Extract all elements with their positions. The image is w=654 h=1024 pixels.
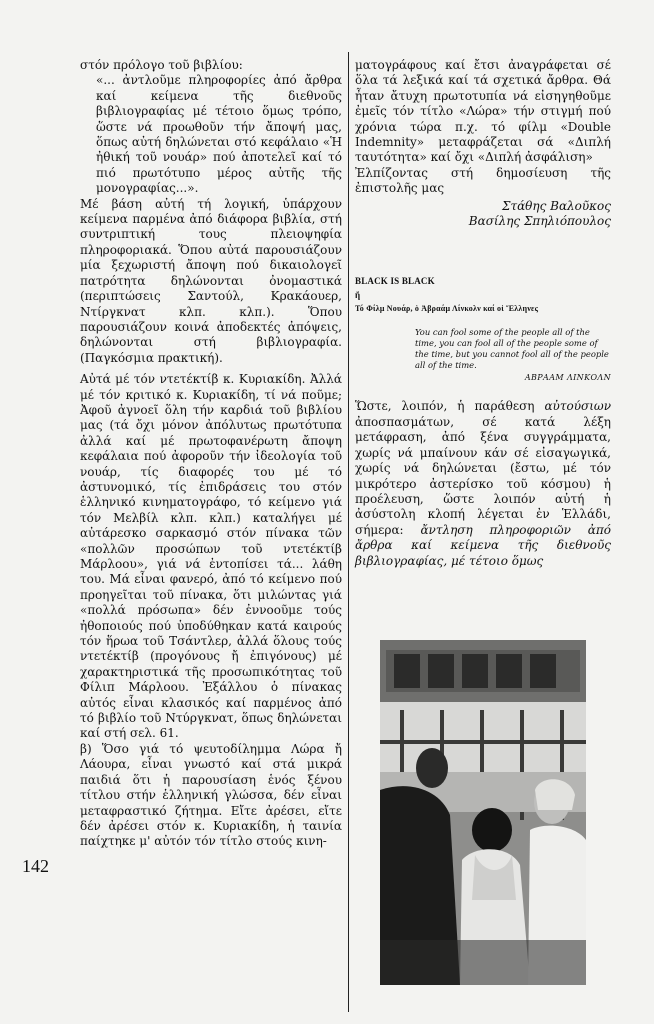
article-heading-or: ἤ <box>355 290 361 301</box>
column-divider <box>348 52 349 1012</box>
epigraph-text: You can fool some of the people all of the time, you can fool all of the people some of the time, but you cannot fool all of the people all of the time. <box>415 327 609 371</box>
right-paragraph-1: ματογράφους καί ἔτσι ἀναγράφεται σέ ὅλα τά λεξικά καί τά σχετικά ἄρθρα. Θά ἦταν ἄτυχη πρωτοτυπία νά εἰσηγηθοῦμε ἐμεῖς τόν τίτλο «Λώρα» τήν στιγμή πού χρόνια τώρα π.χ. τό φίλμ «Double Indemnity» μεταφράζεται σά «Διπλή ταυτότητα» καί ὄχι «Διπλή ἀσφάλιση» <box>355 58 611 165</box>
left-quote: «... ἀντλοῦμε πληροφορίες ἀπό ἄρθρα καί κείμενα τῆς διεθνοῦς βιβλιογραφίας μέ τέτοιο ὅμως τρόπο, ὥστε νά προωθοῦν τήν ἄποψή μας, ὅπως αὐτή δηλώνεται στό κεφάλαιο «Ἡ ἠθική τοῦ νουάρ» πού ἀποτελεῖ καί τό πιό πρωτότυπο μέρος αὐτῆς τῆς μονογραφίας...». <box>96 73 342 196</box>
left-paragraph-3: Αὐτά μέ τόν ντετέκτίβ κ. Κυριακίδη. Ἀλλά μέ τόν κριτικό κ. Κυριακίδη, τί νά ποῦμε; Ἀφοῦ ἀγνοεῖ ὅλη τήν καρδιά τοῦ βιβλίου μας (τά ὄχι μόνον ἀπόλυτως πρωτότυπα ἀλλά καί μέ πρωτοφανέρωτη ἄποψη κεφάλαια πού ἀφοροῦν τήν ἰδεολογία τοῦ νουάρ, τίς διαφορές του μέ τό ἀστυνομικό, τίς ἐπιδράσεις του στόν ἑλληνικό κινηματογράφο, τό κείμενο γιά τόν Μελβίλ κλπ. κλπ.) καταλήγει μέ αὐτάρεσκο σαρκασμό στόν πίνακα τῶν «πολλῶν προσώπων τοῦ ντετέκτίβ Μάρλοου», γιά νά ἐντοπίσει τά... λάθη του. Μά εἶναι φανερό, ἀπό τό κείμενο πού προηγεῖται τοῦ πίνακα, ὅτι μιλώντας γιά «πολλά πρόσωπα» δέν ἐννοοῦμε τούς ἠθοποιούς πού ὑποδύθηκαν κατά καιρούς τόν ἥρωα τοῦ Τσάντλερ, ἀλλά ὅλους τούς ντετέκτίβ (προγόνους ἤ ἐπιγόνους) μέ χαρακτηριστικά τῆς προσωπικότητας τοῦ Φίλιπ Μάρλοου. Ἐξάλλου ὁ πίνακας αὐτός εἶναι κλασικός καί παρμένος ἀπό τό βιβλίο τοῦ Ντύργκνατ, ὅπως δηλώνεται καί στή σελ. 61. <box>80 372 342 741</box>
article-body <box>355 399 611 568</box>
right-paragraph-2: Ἐλπίζοντας στή δημοσίευση τῆς ἐπιστολῆς μας <box>355 165 611 196</box>
article-body-start: Ὥστε, λοιπόν, ἡ παράθεση <box>355 399 545 414</box>
page-number: 142 <box>22 856 49 876</box>
epigraph-author: ΑΒΡΑΑΜ ΛΙΝΚΟΛΝ <box>524 373 611 383</box>
film-still-photo <box>380 640 586 985</box>
article-subheading: Τό Φίλμ Νουάρ, ὁ Ἀβραάμ Λίνκολν καί οἱ Ἕλληνες <box>355 304 539 314</box>
article-body-emphasis-2: ἄντληση πληροφοριῶν ἀπό ἄρθρα καί κείμενα τῆς διεθνοῦς βιβλιογραφίας, μέ τέτοιο ὅμως <box>355 522 611 568</box>
article-heading: BLACK IS BLACK <box>355 276 435 287</box>
left-column <box>80 58 342 850</box>
left-paragraph-intro: στόν πρόλογο τοῦ βιβλίου: <box>80 58 243 72</box>
signature-2: Βασίλης Σπηλιόπουλος <box>468 214 611 229</box>
epigraph <box>415 327 611 383</box>
left-paragraph-2: Μέ βάση αὐτή τή λογική, ὑπάρχουν κείμενα παρμένα ἀπό διάφορα βιβλία, στή συντριπτική τους πλειοψηφία πληροφοριακά. Ὅπου αὐτά παρουσιάζουν μία ξεχωριστή ἄποψη πού δικαιολογεῖ πατρότητα δηλώνονται ὀνομαστικά (περιπτώσεις Σαντούλ, Κρακάουερ, Ντίργκνατ κλπ. κλπ.). Ὅπου παρουσιάζουν κοινά ἀποδεκτές ἀπόψεις, δηλώνονται στή βιβλιογραφία. (Παγκόσμια πρακτική). <box>80 196 342 365</box>
signature-1: Στάθης Βαλοῦκος <box>501 198 611 213</box>
left-paragraph-4: β) Ὅσο γιά τό ψευτοδίλημμα Λώρα ἤ Λάουρα, εἶναι γνωστό καί στά μικρά παιδιά ὅτι ἡ παρουσίαση ἑνός ξένου τίτλου στήν ἑλληνική γλώσσα, δέν εἶναι μεταφραστικό ζήτημα. Εἴτε ἀρέσει, εἴτε δέν ἀρέσει στόν κ. Κυριακίδη, ἡ ταινία παίχτηκε μ' αὐτόν τόν τίτλο στούς κινη- <box>80 741 342 849</box>
article-body-emphasis-1: αὐτούσιων <box>544 399 611 414</box>
right-column <box>355 58 611 569</box>
article-body-middle: ἀποσπασμάτων, σέ κατά λέξη μετάφραση, ἀπό ξένα συγγράμματα, χωρίς νά μπαίνουν κάν σέ εἰσαγωγικά, χωρίς νά δηλώνεται (ἔστω, μέ τόν μικρότερο ἀστερίσκο τοῦ κόσμου) ἡ προέλευση, ὥστε λοιπόν αὐτή ἡ ἀσύστολη κλοπή λέγεται ἐν Ἑλλάδι, σήμερα: <box>355 414 611 537</box>
film-still-image <box>380 640 586 985</box>
